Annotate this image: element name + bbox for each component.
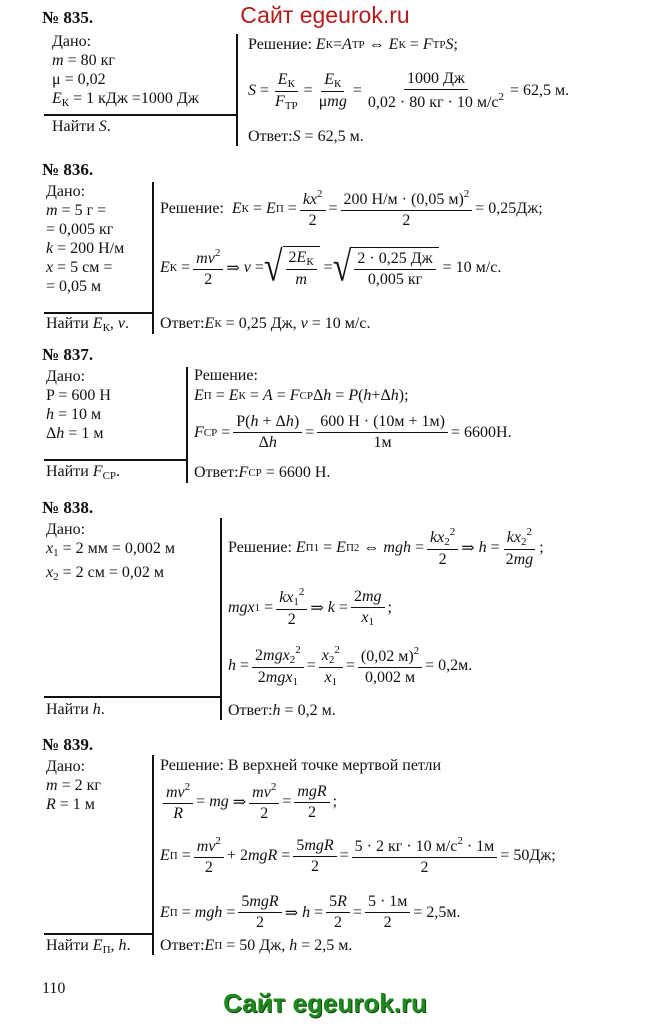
given-x2: $x_2 = 2$ см = 0,02 м (46, 564, 165, 583)
problem-number: № 839. (42, 735, 94, 754)
solution-line-1: Решение: E К = E П = $\frac{kx^2}{2}$ = $\frac{200 Н/м \cdot (0,05 м)^2}{2}$ = 0,25Дж; (160, 188, 543, 229)
given-label: Дано: (52, 33, 92, 50)
given-block (46, 367, 111, 443)
given-weight: P = 600 Н (46, 387, 111, 404)
answer: Ответ: h = 0,2 м. (228, 702, 336, 719)
solution-label: Решение: (160, 200, 224, 217)
solution-divider (236, 34, 238, 146)
given-divider (44, 114, 236, 116)
given-divider (44, 312, 152, 314)
solution-divider (152, 182, 154, 334)
site-watermark-top: Сайт egeurok.ru (240, 2, 410, 28)
solution-line-1: Решение: E П1 = E П2 ⇔ mgh = $\frac{kx_2^2}{2}$ ⇒ h = $\frac{kx_2^2}{2mg}$ ; (228, 526, 544, 568)
given-mass: m = 5 г = (46, 202, 107, 219)
answer-label: Ответ: (160, 315, 205, 332)
given-mass-si: = 0,005 кг (46, 221, 114, 238)
given-delta-h: Δh = 1 м (46, 425, 104, 442)
given-divider (44, 696, 220, 698)
given-radius: R = 1 м (46, 796, 95, 813)
given-divider (44, 459, 186, 461)
problem-839 (0, 735, 650, 960)
given-mu: μ = 0,02 (52, 71, 106, 88)
find-label: Найти $E_П$, h. (46, 937, 131, 956)
problem-835 (0, 8, 650, 148)
given-energy: $E_К = 1$ кДж =1000 Дж (52, 90, 199, 109)
given-block (46, 182, 124, 296)
answer: Ответ: F СР = 6600 Н. (194, 464, 331, 481)
solution-divider (186, 367, 188, 483)
given-label: Дано: (46, 758, 86, 775)
problem-number: № 835. (42, 8, 94, 27)
problem-number: № 837. (42, 345, 94, 364)
given-mass: m = 2 кг (46, 777, 101, 794)
answer: Ответ: E К = 0,25 Дж, v = 10 м/с. (160, 315, 371, 332)
problem-838 (0, 498, 650, 728)
given-label: Дано: (46, 183, 86, 200)
solution-line-4: E П = mgh = $\frac{\text{5mgR}}{2}$ ⇒ h = $\frac{5R}{2}$ = $\frac{5 \cdot 1м}{2}$ = 2,5м. (160, 893, 461, 931)
solution-label: Решение: (194, 367, 258, 384)
solution-label: Решение: (248, 36, 312, 53)
answer-label: Ответ: (194, 464, 239, 481)
given-label: Дано: (46, 368, 86, 385)
solution-label: Решение: (228, 538, 292, 556)
site-watermark-bottom: Сайт egeurok.ru (223, 988, 427, 1018)
answer-label: Ответ: (160, 937, 205, 954)
given-deformation-si: = 0,05 м (46, 278, 102, 295)
solution-line-2: $\frac{mv^2}{R}$ = mg ⇒ $\frac{mv^2}{2}$ = $\frac{\text{mgR}}{2}$ ; (160, 781, 337, 823)
solution-line-3: E П = $\frac{mv^2}{2}$ + 2 mgR = $\frac{\text{5mgR}}{2}$ = $\frac{5 \cdot 2 кг \cdot 10 м/с^2 \cdot 1м}{2}$ = 50Дж; (160, 835, 556, 876)
answer-label: Ответ: (228, 702, 273, 719)
answer-label: Ответ: (248, 128, 293, 145)
problem-836 (0, 160, 650, 335)
problem-number: № 836. (42, 160, 94, 179)
find-label: Найти $F_{СР}$. (46, 463, 121, 482)
given-block (46, 520, 175, 587)
solution-divider (152, 755, 154, 955)
solution-line-2: E К = $\frac{mv^2}{2}$ ⇒ v = √ $\frac{2E_К}{m}$ = √ $\frac{2 \cdot 0,25 Дж}{0,005 кг}$ = 10 м/с. (160, 243, 502, 290)
find-label: Найти $E_К$, v. (46, 315, 130, 334)
solution-divider (220, 518, 222, 720)
given-x1: $x_1 = 2$ мм = 0,002 м (46, 540, 176, 559)
solution-line-2: F СР = $\frac{P(h + \Delta h)}{\Delta h}$ = $\frac{600 Н \cdot (10м + 1м)}{1м}$ = 6600Н. (194, 413, 512, 451)
solution-line-1: E П = E К = A = F СР Δ h = P ( h +Δ h ); (194, 387, 409, 404)
answer: Ответ: E П = 50 Дж, h = 2,5 м. (160, 937, 353, 954)
solution-line-2: S = $\frac{E_К}{F_{ТР}}$ = $\frac{E_К}{\text{μmg}}$ = $\frac{1000 Дж}{0,02 \cdot 80 кг \cdot 10 м/с^2}$ = 62,5 м. (248, 70, 570, 112)
answer: Ответ: S = 62,5 м. (248, 128, 364, 145)
given-label: Дано: (46, 521, 86, 538)
solution-line-3: h = $\frac{2mgx_2^2}{2mgx_1}$ = $\frac{x_2^2}{x_1}$ = $\frac{(0,02 м)^2}{0,002 м}$ = 0,2м. (228, 644, 473, 688)
problem-837 (0, 345, 650, 485)
find-label: Найти S. (52, 118, 111, 135)
given-stiffness: k = 200 Н/м (46, 240, 125, 257)
solution-line-1: Решение: В верхней точке мертвой петли (160, 757, 442, 774)
solution-line-2: mgx 1 = $\frac{kx_1^2}{2}$ ⇒ k = $\frac{2mg}{x_1}$ ; (228, 586, 392, 628)
given-mass: m = 80 кг (52, 52, 115, 69)
solution-line-1: Решение: E К = A ТР ⇔ E К = F ТР S ; (248, 36, 458, 53)
given-deformation: x = 5 см = (46, 259, 113, 276)
page-number: 110 (42, 980, 66, 997)
given-block (46, 757, 101, 814)
find-label: Найти h. (46, 701, 105, 718)
given-height: h = 10 м (46, 406, 102, 423)
given-block (52, 32, 199, 113)
given-divider (44, 933, 152, 935)
problem-number: № 838. (42, 498, 94, 517)
